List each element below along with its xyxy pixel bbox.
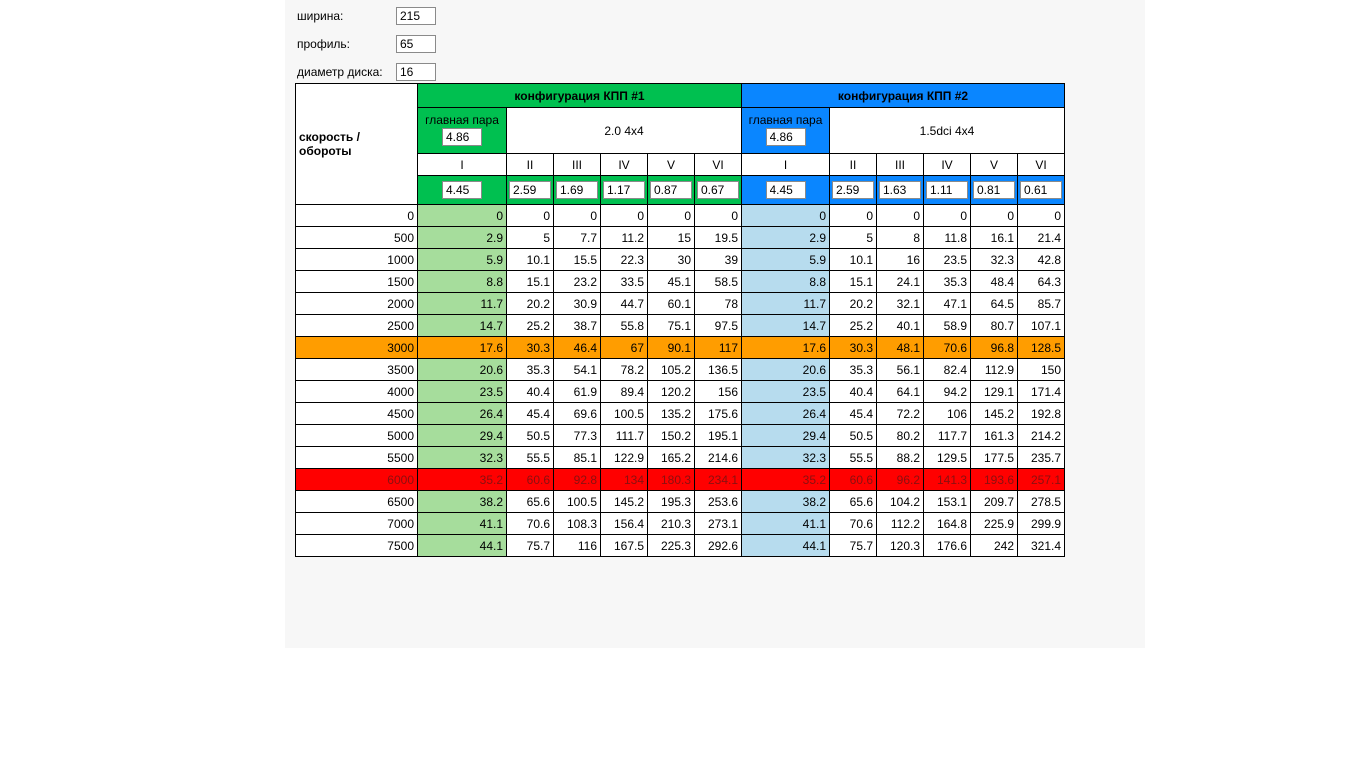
config2-speed-cell: 5 xyxy=(830,227,877,249)
config2-speed-cell: 26.4 xyxy=(742,403,830,425)
config1-speed-cell: 135.2 xyxy=(648,403,695,425)
config2-speed-cell: 32.3 xyxy=(742,447,830,469)
config1-speed-cell: 38.2 xyxy=(418,491,507,513)
config1-speed-cell: 33.5 xyxy=(601,271,648,293)
config1-speed-cell: 90.1 xyxy=(648,337,695,359)
rpm-cell: 500 xyxy=(296,227,418,249)
config1-speed-cell: 0 xyxy=(601,205,648,227)
config2-speed-cell: 299.9 xyxy=(1018,513,1065,535)
config2-speed-cell: 32.3 xyxy=(971,249,1018,271)
config2-speed-cell: 85.7 xyxy=(1018,293,1065,315)
config2-speed-cell: 23.5 xyxy=(924,249,971,271)
config1-speed-cell: 100.5 xyxy=(554,491,601,513)
config1-speed-cell: 165.2 xyxy=(648,447,695,469)
config1-speed-cell: 45.4 xyxy=(507,403,554,425)
config1-speed-cell: 11.2 xyxy=(601,227,648,249)
rpm-cell: 3500 xyxy=(296,359,418,381)
corner-header: скорость / обороты xyxy=(296,84,418,205)
config2-speed-cell: 21.4 xyxy=(1018,227,1065,249)
config1-speed-cell: 30.3 xyxy=(507,337,554,359)
config2-speed-cell: 106 xyxy=(924,403,971,425)
config2-speed-cell: 0 xyxy=(1018,205,1065,227)
config1-main-pair-label: главная пара xyxy=(425,112,499,127)
config2-speed-cell: 117.7 xyxy=(924,425,971,447)
config1-speed-cell: 8.8 xyxy=(418,271,507,293)
config1-speed-cell: 61.9 xyxy=(554,381,601,403)
config2-speed-cell: 16.1 xyxy=(971,227,1018,249)
config1-speed-cell: 75.7 xyxy=(507,535,554,557)
config1-speed-cell: 134 xyxy=(601,469,648,491)
config2-speed-cell: 60.6 xyxy=(830,469,877,491)
config1-speed-cell: 41.1 xyxy=(418,513,507,535)
config2-speed-cell: 5.9 xyxy=(742,249,830,271)
config2-speed-cell: 96.8 xyxy=(971,337,1018,359)
config1-speed-cell: 122.9 xyxy=(601,447,648,469)
config1-speed-cell: 0 xyxy=(507,205,554,227)
config1-speed-cell: 55.8 xyxy=(601,315,648,337)
rim-row xyxy=(297,58,436,86)
rpm-cell: 1000 xyxy=(296,249,418,271)
config2-speed-cell: 193.6 xyxy=(971,469,1018,491)
config2-speed-cell: 24.1 xyxy=(877,271,924,293)
config1-speed-cell: 2.9 xyxy=(418,227,507,249)
config1-speed-cell: 35.3 xyxy=(507,359,554,381)
width-row xyxy=(297,2,436,30)
config2-speed-cell: 129.5 xyxy=(924,447,971,469)
config1-speed-cell: 15.5 xyxy=(554,249,601,271)
config2-speed-cell: 104.2 xyxy=(877,491,924,513)
config1-speed-cell: 7.7 xyxy=(554,227,601,249)
config1-speed-cell: 195.3 xyxy=(648,491,695,513)
config1-ratio-cell-6 xyxy=(695,176,742,205)
config1-speed-cell: 111.7 xyxy=(601,425,648,447)
config2-speed-cell: 55.5 xyxy=(830,447,877,469)
table-row xyxy=(296,227,1065,249)
config2-speed-cell: 70.6 xyxy=(830,513,877,535)
config2-speed-cell: 225.9 xyxy=(971,513,1018,535)
config2-speed-cell: 25.2 xyxy=(830,315,877,337)
config2-speed-cell: 112.9 xyxy=(971,359,1018,381)
config2-speed-cell: 141.3 xyxy=(924,469,971,491)
config2-speed-cell: 80.7 xyxy=(971,315,1018,337)
config1-gear-5-label: V xyxy=(648,154,695,176)
config1-speed-cell: 20.6 xyxy=(418,359,507,381)
rpm-cell: 7500 xyxy=(296,535,418,557)
config1-speed-cell: 60.6 xyxy=(507,469,554,491)
config1-speed-cell: 22.3 xyxy=(601,249,648,271)
table-row xyxy=(296,249,1065,271)
config2-speed-cell: 75.7 xyxy=(830,535,877,557)
config1-gear-4-label: IV xyxy=(601,154,648,176)
config1-speed-cell: 117 xyxy=(695,337,742,359)
config1-speed-cell: 25.2 xyxy=(507,315,554,337)
config2-speed-cell: 161.3 xyxy=(971,425,1018,447)
config2-title: конфигурация КПП #2 xyxy=(742,84,1065,108)
config1-speed-cell: 44.1 xyxy=(418,535,507,557)
config1-speed-cell: 225.3 xyxy=(648,535,695,557)
rpm-cell: 6500 xyxy=(296,491,418,513)
config2-speed-cell: 153.1 xyxy=(924,491,971,513)
profile-label: профиль: xyxy=(297,37,351,51)
config2-gear-2-label: II xyxy=(830,154,877,176)
config1-title: конфигурация КПП #1 xyxy=(418,84,742,108)
config2-ratio-cell-4 xyxy=(924,176,971,205)
config1-speed-cell: 40.4 xyxy=(507,381,554,403)
config1-speed-cell: 0 xyxy=(648,205,695,227)
config1-speed-cell: 214.6 xyxy=(695,447,742,469)
config-header-row xyxy=(296,84,1065,108)
config1-gear-1-label: I xyxy=(418,154,507,176)
config2-speed-cell: 40.1 xyxy=(877,315,924,337)
config1-speed-cell: 92.8 xyxy=(554,469,601,491)
config1-speed-cell: 19.5 xyxy=(695,227,742,249)
config2-speed-cell: 257.1 xyxy=(1018,469,1065,491)
config1-speed-cell: 0 xyxy=(554,205,601,227)
config2-speed-cell: 29.4 xyxy=(742,425,830,447)
config1-speed-cell: 273.1 xyxy=(695,513,742,535)
config1-speed-cell: 45.1 xyxy=(648,271,695,293)
config2-speed-cell: 42.8 xyxy=(1018,249,1065,271)
config1-speed-cell: 60.1 xyxy=(648,293,695,315)
config1-speed-cell: 116 xyxy=(554,535,601,557)
config1-gear-3-label: III xyxy=(554,154,601,176)
rpm-cell: 5500 xyxy=(296,447,418,469)
config1-speed-cell: 17.6 xyxy=(418,337,507,359)
config1-speed-cell: 44.7 xyxy=(601,293,648,315)
config2-speed-cell: 10.1 xyxy=(830,249,877,271)
config2-speed-cell: 164.8 xyxy=(924,513,971,535)
config1-speed-cell: 150.2 xyxy=(648,425,695,447)
config1-speed-cell: 292.6 xyxy=(695,535,742,557)
config2-speed-cell: 150 xyxy=(1018,359,1065,381)
config2-speed-cell: 64.3 xyxy=(1018,271,1065,293)
config2-speed-cell: 278.5 xyxy=(1018,491,1065,513)
config2-gear-4-label: IV xyxy=(924,154,971,176)
config2-ratio-cell-3 xyxy=(877,176,924,205)
config1-speed-cell: 69.6 xyxy=(554,403,601,425)
config1-speed-cell: 15 xyxy=(648,227,695,249)
config2-gear-3-ratio-input[interactable] xyxy=(879,181,921,199)
config2-speed-cell: 0 xyxy=(971,205,1018,227)
profile-input[interactable] xyxy=(396,35,436,53)
config1-speed-cell: 120.2 xyxy=(648,381,695,403)
config1-speed-cell: 50.5 xyxy=(507,425,554,447)
config2-speed-cell: 48.4 xyxy=(971,271,1018,293)
config1-speed-cell: 167.5 xyxy=(601,535,648,557)
config1-speed-cell: 5 xyxy=(507,227,554,249)
profile-row xyxy=(297,30,436,58)
config2-speed-cell: 14.7 xyxy=(742,315,830,337)
config2-speed-cell: 176.6 xyxy=(924,535,971,557)
config2-speed-cell: 214.2 xyxy=(1018,425,1065,447)
config2-ratio-cell-1 xyxy=(742,176,830,205)
width-label: ширина: xyxy=(297,9,344,23)
table-row xyxy=(296,513,1065,535)
config1-ratio-cell-5 xyxy=(648,176,695,205)
config1-speed-cell: 89.4 xyxy=(601,381,648,403)
rpm-cell: 4000 xyxy=(296,381,418,403)
config1-speed-cell: 20.2 xyxy=(507,293,554,315)
config2-speed-cell: 64.5 xyxy=(971,293,1018,315)
table-row xyxy=(296,425,1065,447)
config2-ratio-cell-2 xyxy=(830,176,877,205)
table-row xyxy=(296,447,1065,469)
config2-speed-cell: 96.2 xyxy=(877,469,924,491)
rpm-cell: 5000 xyxy=(296,425,418,447)
config1-gear-2-label: II xyxy=(507,154,554,176)
config1-speed-cell: 0 xyxy=(695,205,742,227)
config2-speed-cell: 72.2 xyxy=(877,403,924,425)
config1-speed-cell: 35.2 xyxy=(418,469,507,491)
config2-speed-cell: 47.1 xyxy=(924,293,971,315)
config2-speed-cell: 50.5 xyxy=(830,425,877,447)
config2-speed-cell: 35.3 xyxy=(924,271,971,293)
rpm-cell: 1500 xyxy=(296,271,418,293)
config2-speed-cell: 20.2 xyxy=(830,293,877,315)
config1-gear-5-ratio-input[interactable] xyxy=(650,181,692,199)
config1-speed-cell: 14.7 xyxy=(418,315,507,337)
config2-gear-5-label: V xyxy=(971,154,1018,176)
config2-speed-cell: 8 xyxy=(877,227,924,249)
config2-speed-cell: 45.4 xyxy=(830,403,877,425)
config2-main-pair-input[interactable] xyxy=(766,128,806,146)
config1-speed-cell: 108.3 xyxy=(554,513,601,535)
config1-speed-cell: 15.1 xyxy=(507,271,554,293)
config1-ratio-cell-4 xyxy=(601,176,648,205)
config2-speed-cell: 38.2 xyxy=(742,491,830,513)
config2-speed-cell: 209.7 xyxy=(971,491,1018,513)
config2-speed-cell: 35.2 xyxy=(742,469,830,491)
config1-speed-cell: 26.4 xyxy=(418,403,507,425)
config2-speed-cell: 35.3 xyxy=(830,359,877,381)
config2-speed-cell: 0 xyxy=(924,205,971,227)
config1-gear-4-ratio-input[interactable] xyxy=(603,181,645,199)
config2-speed-cell: 112.2 xyxy=(877,513,924,535)
config1-speed-cell: 55.5 xyxy=(507,447,554,469)
config1-ratio-cell-1 xyxy=(418,176,507,205)
config2-speed-cell: 80.2 xyxy=(877,425,924,447)
config1-speed-cell: 78.2 xyxy=(601,359,648,381)
config1-ratio-cell-2 xyxy=(507,176,554,205)
table-row xyxy=(296,359,1065,381)
config2-gear-1-ratio-input[interactable] xyxy=(766,181,806,199)
config2-speed-cell: 40.4 xyxy=(830,381,877,403)
config2-speed-cell: 177.5 xyxy=(971,447,1018,469)
config2-speed-cell: 0 xyxy=(830,205,877,227)
config1-speed-cell: 38.7 xyxy=(554,315,601,337)
config2-speed-cell: 107.1 xyxy=(1018,315,1065,337)
rpm-cell: 6000 xyxy=(296,469,418,491)
config1-speed-cell: 145.2 xyxy=(601,491,648,513)
table-row xyxy=(296,535,1065,557)
config1-speed-cell: 156.4 xyxy=(601,513,648,535)
config1-main-pair xyxy=(418,108,507,154)
config1-speed-cell: 136.5 xyxy=(695,359,742,381)
config1-speed-cell: 78 xyxy=(695,293,742,315)
config2-speed-cell: 128.5 xyxy=(1018,337,1065,359)
config1-speed-cell: 75.1 xyxy=(648,315,695,337)
rpm-cell: 4500 xyxy=(296,403,418,425)
rpm-cell: 0 xyxy=(296,205,418,227)
config2-speed-cell: 11.7 xyxy=(742,293,830,315)
config2-speed-cell: 0 xyxy=(742,205,830,227)
config2-gear-6-label: VI xyxy=(1018,154,1065,176)
config2-speed-cell: 44.1 xyxy=(742,535,830,557)
config2-speed-cell: 235.7 xyxy=(1018,447,1065,469)
config1-speed-cell: 175.6 xyxy=(695,403,742,425)
config1-speed-cell: 97.5 xyxy=(695,315,742,337)
config2-speed-cell: 94.2 xyxy=(924,381,971,403)
config2-gear-5-ratio-input[interactable] xyxy=(973,181,1015,199)
config1-ratio-cell-3 xyxy=(554,176,601,205)
table-row xyxy=(296,293,1065,315)
config1-gear-1-ratio-input[interactable] xyxy=(442,181,482,199)
config2-speed-cell: 20.6 xyxy=(742,359,830,381)
config2-speed-cell: 129.1 xyxy=(971,381,1018,403)
config2-speed-cell: 192.8 xyxy=(1018,403,1065,425)
table-row xyxy=(296,469,1065,491)
config1-speed-cell: 29.4 xyxy=(418,425,507,447)
config2-speed-cell: 15.1 xyxy=(830,271,877,293)
config2-speed-cell: 30.3 xyxy=(830,337,877,359)
tire-parameters xyxy=(297,2,436,86)
config2-speed-cell: 58.9 xyxy=(924,315,971,337)
rpm-cell: 7000 xyxy=(296,513,418,535)
config1-speed-cell: 30.9 xyxy=(554,293,601,315)
table-row xyxy=(296,381,1065,403)
config1-speed-cell: 0 xyxy=(418,205,507,227)
config2-gear-3-label: III xyxy=(877,154,924,176)
rpm-cell: 2500 xyxy=(296,315,418,337)
rim-diameter-input[interactable] xyxy=(396,63,436,81)
config2-speed-cell: 16 xyxy=(877,249,924,271)
config2-ratio-cell-6 xyxy=(1018,176,1065,205)
config1-speed-cell: 39 xyxy=(695,249,742,271)
config2-main-pair-label: главная пара xyxy=(748,112,823,127)
config1-speed-cell: 180.3 xyxy=(648,469,695,491)
config2-speed-cell: 242 xyxy=(971,535,1018,557)
config1-speed-cell: 5.9 xyxy=(418,249,507,271)
speed-table-body xyxy=(296,205,1065,557)
table-row xyxy=(296,315,1065,337)
config2-speed-cell: 82.4 xyxy=(924,359,971,381)
config1-main-pair-input[interactable] xyxy=(442,128,482,146)
config1-speed-cell: 85.1 xyxy=(554,447,601,469)
config2-speed-cell: 120.3 xyxy=(877,535,924,557)
config1-speed-cell: 23.2 xyxy=(554,271,601,293)
config2-speed-cell: 64.1 xyxy=(877,381,924,403)
config1-speed-cell: 156 xyxy=(695,381,742,403)
config2-speed-cell: 70.6 xyxy=(924,337,971,359)
rim-diameter-label: диаметр диска: xyxy=(297,65,383,79)
config2-car-name: 1.5dci 4x4 xyxy=(830,108,1065,154)
config1-speed-cell: 253.6 xyxy=(695,491,742,513)
config1-speed-cell: 30 xyxy=(648,249,695,271)
config1-speed-cell: 54.1 xyxy=(554,359,601,381)
config2-speed-cell: 2.9 xyxy=(742,227,830,249)
config1-gear-6-label: VI xyxy=(695,154,742,176)
config1-speed-cell: 100.5 xyxy=(601,403,648,425)
config1-speed-cell: 77.3 xyxy=(554,425,601,447)
config1-speed-cell: 10.1 xyxy=(507,249,554,271)
config1-speed-cell: 70.6 xyxy=(507,513,554,535)
config2-speed-cell: 88.2 xyxy=(877,447,924,469)
config2-ratio-cell-5 xyxy=(971,176,1018,205)
config1-speed-cell: 210.3 xyxy=(648,513,695,535)
config1-speed-cell: 195.1 xyxy=(695,425,742,447)
config1-speed-cell: 234.1 xyxy=(695,469,742,491)
config1-speed-cell: 58.5 xyxy=(695,271,742,293)
config1-gear-6-ratio-input[interactable] xyxy=(697,181,739,199)
table-row xyxy=(296,271,1065,293)
config1-gear-2-ratio-input[interactable] xyxy=(509,181,551,199)
config2-speed-cell: 11.8 xyxy=(924,227,971,249)
config2-speed-cell: 17.6 xyxy=(742,337,830,359)
config2-speed-cell: 0 xyxy=(877,205,924,227)
table-row xyxy=(296,403,1065,425)
table-row xyxy=(296,491,1065,513)
config2-speed-cell: 56.1 xyxy=(877,359,924,381)
config2-speed-cell: 48.1 xyxy=(877,337,924,359)
config2-speed-cell: 41.1 xyxy=(742,513,830,535)
config2-speed-cell: 8.8 xyxy=(742,271,830,293)
config1-speed-cell: 46.4 xyxy=(554,337,601,359)
config1-speed-cell: 23.5 xyxy=(418,381,507,403)
config2-speed-cell: 145.2 xyxy=(971,403,1018,425)
config1-speed-cell: 32.3 xyxy=(418,447,507,469)
config1-car-name: 2.0 4x4 xyxy=(507,108,742,154)
config1-speed-cell: 105.2 xyxy=(648,359,695,381)
config1-speed-cell: 11.7 xyxy=(418,293,507,315)
rpm-cell: 3000 xyxy=(296,337,418,359)
config2-main-pair xyxy=(742,108,830,154)
config2-speed-cell: 321.4 xyxy=(1018,535,1065,557)
config2-gear-6-ratio-input[interactable] xyxy=(1020,181,1062,199)
config2-speed-cell: 65.6 xyxy=(830,491,877,513)
table-row xyxy=(296,205,1065,227)
config2-speed-cell: 32.1 xyxy=(877,293,924,315)
table-row xyxy=(296,337,1065,359)
width-input[interactable] xyxy=(396,7,436,25)
config2-speed-cell: 23.5 xyxy=(742,381,830,403)
config2-gear-2-ratio-input[interactable] xyxy=(832,181,874,199)
config1-speed-cell: 65.6 xyxy=(507,491,554,513)
config2-gear-4-ratio-input[interactable] xyxy=(926,181,968,199)
config2-gear-1-label: I xyxy=(742,154,830,176)
config1-gear-3-ratio-input[interactable] xyxy=(556,181,598,199)
config2-speed-cell: 171.4 xyxy=(1018,381,1065,403)
config1-speed-cell: 67 xyxy=(601,337,648,359)
speed-table xyxy=(295,83,1065,557)
rpm-cell: 2000 xyxy=(296,293,418,315)
